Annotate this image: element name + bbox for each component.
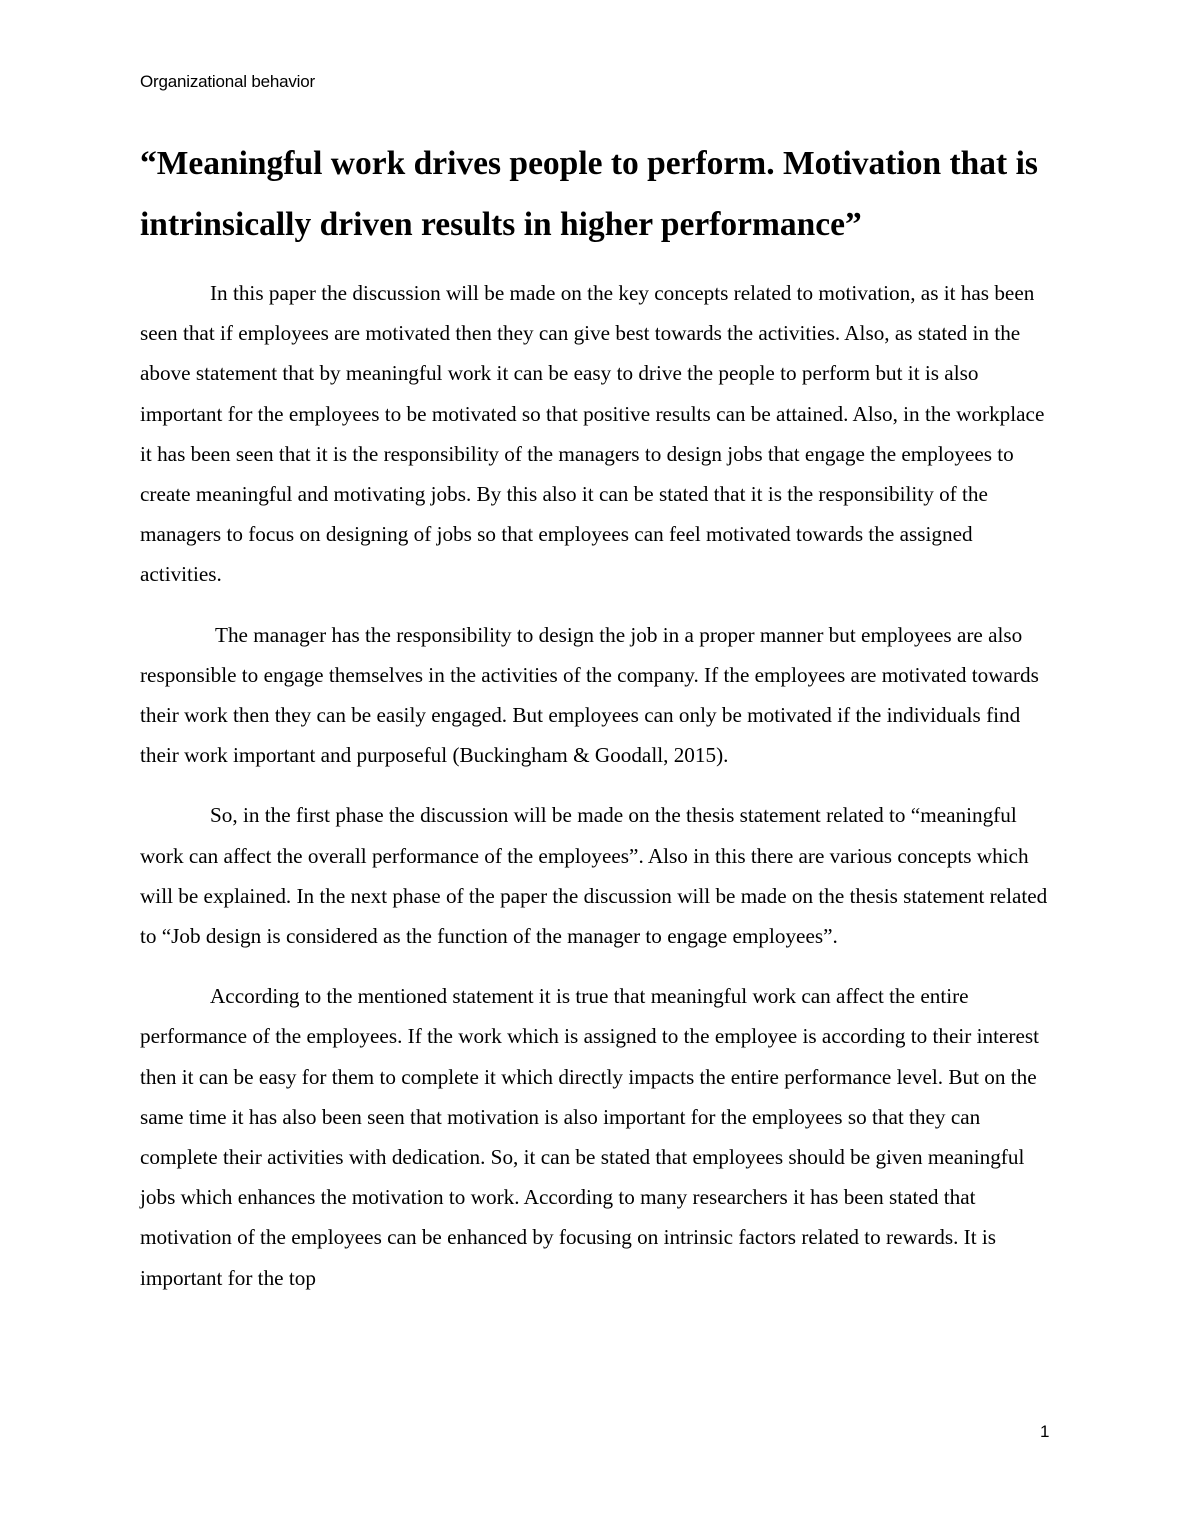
page-number: 1: [1040, 1422, 1050, 1441]
document-body: [140, 273, 1050, 1318]
paragraph-meaningful-work: According to the mentioned statement it is true that meaningful work can affect the entire performance of the employees. If the work which is assigned to the employee is according to their interest then it can be easy for them to complete it which directly impacts the entire performance level. But on the same time it has also been seen that motivation is also important for the employees so that they can complete their activities with dedication. So, it can be stated that employees should be given meaningful jobs which enhances the motivation to work. According to many researchers it has been stated that motivation of the employees can be enhanced by focusing on intrinsic factors related to rewards. It is important for the top: [140, 984, 1039, 1290]
paragraph-intro: In this paper the discussion will be made on the key concepts related to motivation, as it has been seen that if employees are motivated then they can give best towards the activities. Also, as stated in the above statement that by meaningful work it can be easy to drive the people to perform but it is also important for the employees to be motivated so that positive results can be attained. Also, in the workplace it has been seen that it is the responsibility of the managers to design jobs that engage the employees to create meaningful and motivating jobs. By this also it can be stated that it is the responsibility of the managers to focus on designing of jobs so that employees can feel motivated towards the assigned activities.: [140, 281, 1045, 587]
document-title: “Meaningful work drives people to perform. Motivation that is intrinsically driven results in higher performance”: [140, 145, 1038, 243]
paragraph-thesis-phases: So, in the first phase the discussion will be made on the thesis statement related to “meaningful work can affect the overall performance of the employees”. Also in this there are various concepts which will be explained. In the next phase of the paper the discussion will be made on the thesis statement related to “Job design is considered as the function of the manager to engage employees”.: [140, 803, 1048, 949]
paragraph-manager-responsibility: The manager has the responsibility to design the job in a proper manner but employees are also responsible to engage themselves in the activities of the company. If the employees are motivated towards their work then they can be easily engaged. But employees can only be motivated if the individuals find their work important and purposeful (Buckingham & Goodall, 2015).: [140, 622, 1039, 768]
running-head: Organizational behavior: [140, 72, 315, 91]
